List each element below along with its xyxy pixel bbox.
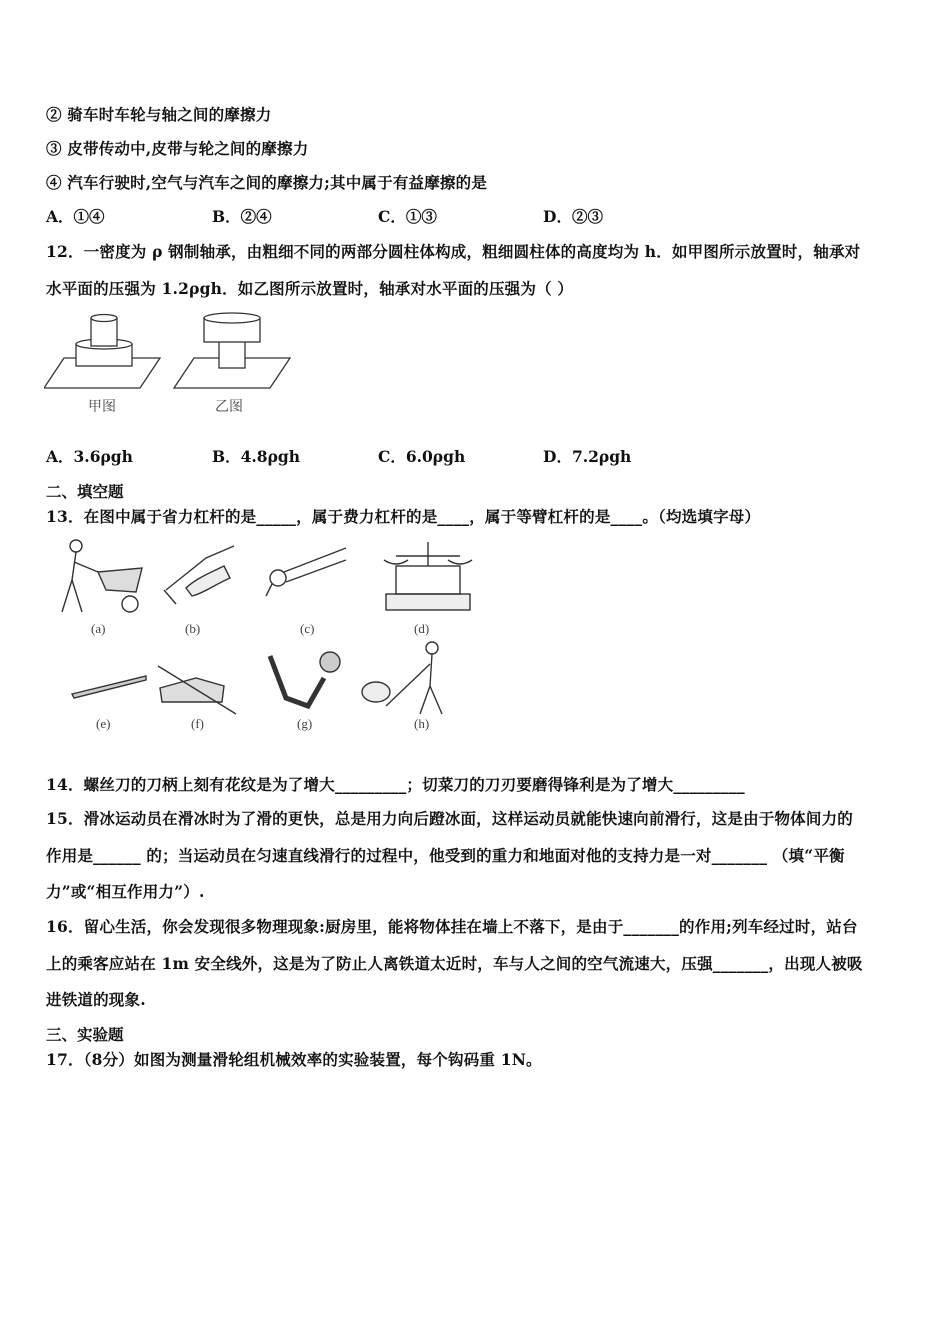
section-experiment: 三、实验题: [46, 1025, 124, 1044]
q15-line-1: 15．滑冰运动员在滑冰时为了滑的更快，总是用力向后蹬冰面，这样运动员就能快速向前滑行，这是由于物体间力的: [46, 809, 853, 828]
caption-g: (g): [297, 716, 313, 731]
q11-item-3: ③ 皮带传动中,皮带与轮之间的摩擦力: [46, 139, 309, 158]
q15-line-2: 作用是______ 的；当运动员在匀速直线滑行的过程中，他受到的重力和地面对他的支持力是一对_______ （填“平衡: [46, 846, 845, 865]
wheelbarrow-drawing: [62, 540, 142, 612]
caption-h: (h): [414, 716, 430, 731]
q13-text: 13．在图中属于省力杠杆的是_____，属于费力杠杆的是____，属于等臂杠杆的是____。（均选填字母）: [46, 507, 761, 526]
q11-item-2: ② 骑车时车轮与轴之间的摩擦力: [46, 105, 272, 124]
shoe-lever-drawing: [158, 666, 236, 714]
pliers-drawing: [266, 548, 346, 596]
q12-line-2: 水平面的压强为 1.2ρgh．如乙图所示放置时，轴承对水平面的压强为（ ）: [46, 279, 574, 298]
tweezers-drawing: [72, 676, 146, 698]
bearing-yi-drawing: [174, 313, 290, 388]
hand-tool-drawing: [164, 546, 234, 604]
fig-label-yi: 乙图: [215, 400, 243, 415]
q11-option-c: C．①③: [378, 207, 437, 226]
balance-drawing: [384, 542, 472, 610]
caption-e: (e): [96, 716, 111, 731]
q14-text: 14．螺丝刀的刀柄上刻有花纹是为了增大_________；切菜刀的刀刃要磨得锋利是为了增大_________: [46, 775, 745, 794]
q12-option-b: B．4.8ρgh: [212, 447, 300, 466]
q11-item-4: ④ 汽车行驶时,空气与汽车之间的摩擦力;其中属于有益摩擦的是: [46, 173, 488, 192]
bearing-figure: [44, 308, 304, 418]
fig-label-jia: 甲图: [88, 400, 116, 415]
caption-f: (f): [191, 716, 204, 731]
caption-b: (b): [185, 621, 201, 636]
q16-line-3: 进铁道的现象.: [46, 990, 146, 1009]
q11-option-d: D．②③: [543, 207, 603, 226]
q12-option-c: C．6.0ρgh: [378, 447, 466, 466]
q15-line-3: 力”或“相互作用力”）.: [46, 882, 205, 901]
q11-option-a: A．①④: [46, 207, 105, 226]
q12-option-d: D．7.2ρgh: [543, 447, 632, 466]
q16-line-2: 上的乘客应站在 1m 安全线外，这是为了防止人离铁道太近时，车与人之间的空气流速大，压强_______，出现人被吸: [46, 954, 863, 973]
caption-a: (a): [91, 621, 106, 636]
q12-line-1: 12．一密度为 ρ 钢制轴承，由粗细不同的两部分圆柱体构成，粗细圆柱体的高度均为 h．如甲图所示放置时，轴承对: [46, 242, 861, 261]
arm-drawing: [270, 652, 340, 706]
q11-option-b: B．②④: [212, 207, 272, 226]
lever-figures: [46, 538, 486, 738]
caption-d: (d): [414, 621, 430, 636]
q17-text: 17．（8分）如图为测量滑轮组机械效率的实验装置，每个钩码重 1N。: [46, 1050, 542, 1069]
q16-line-1: 16．留心生活，你会发现很多物理现象:厨房里，能将物体挂在墙上不落下，是由于_______的作用;列车经过时，站台: [46, 917, 858, 936]
bearing-jia-drawing: [44, 315, 160, 389]
crowbar-man-drawing: [362, 642, 442, 714]
section-fill-in: 二、填空题: [46, 482, 124, 501]
caption-c: (c): [300, 621, 315, 636]
q12-option-a: A．3.6ρgh: [46, 447, 133, 466]
